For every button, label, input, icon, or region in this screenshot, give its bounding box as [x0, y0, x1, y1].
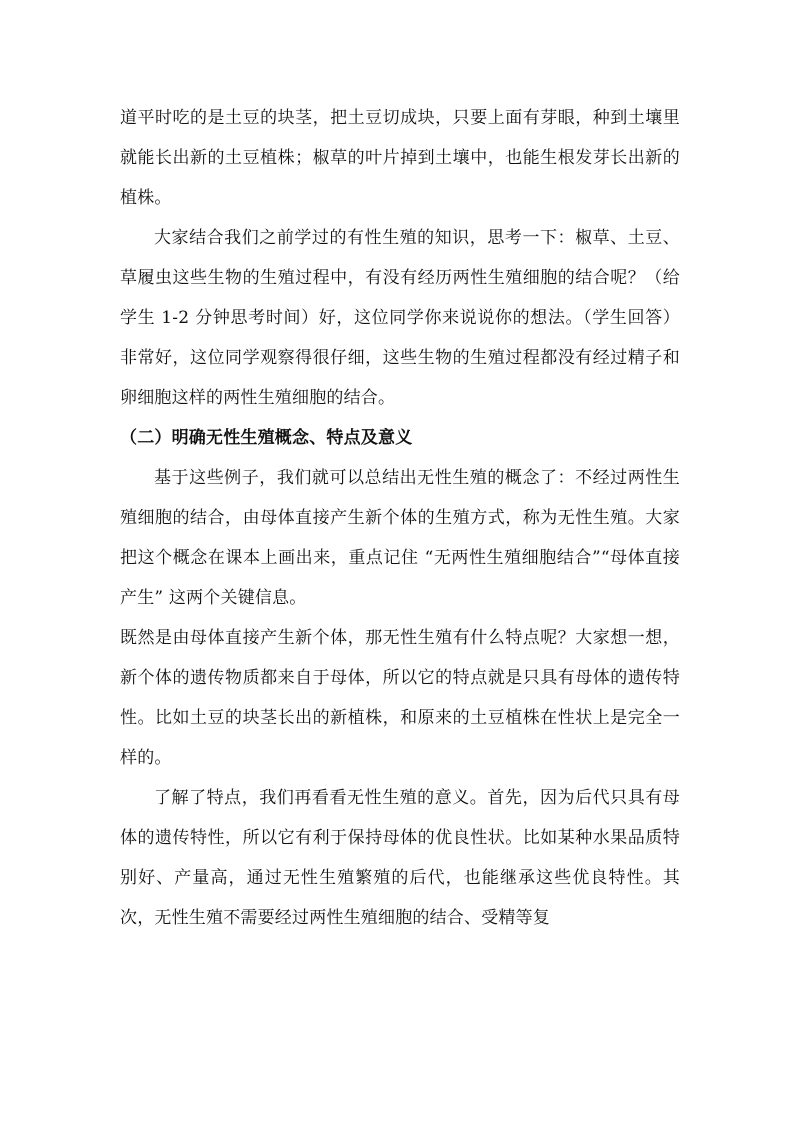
paragraph-reflection: 大家结合我们之前学过的有性生殖的知识，思考一下：椒草、土豆、草履虫这些生物的生殖过程中，有没有经历两性生殖细胞的结合呢？（给学生 1-2 分钟思考时间）好，这位同学你来说说你的想法。（学生回答）非常好，这位同学观察得很仔细，这些生物的生殖过程都没有经过精子和卵细胞这样的两性生殖细胞的结合。	[120, 228, 680, 408]
document-body	[120, 98, 680, 938]
paragraph-continuation: 道平时吃的是土豆的块茎，把土豆切成块，只要上面有芽眼，种到土壤里就能长出新的土豆植株；椒草的叶片掉到土壤中，也能生根发芽长出新的植株。	[120, 108, 680, 208]
paragraph-concept: 基于这些例子，我们就可以总结出无性生殖的概念了：不经过两性生殖细胞的结合，由母体直接产生新个体的生殖方式，称为无性生殖。大家把这个概念在课本上画出来，重点记住 “无两性生殖细胞结合”“母体直接产生” 这两个关键信息。	[120, 468, 680, 608]
paragraph-characteristics: 既然是由母体直接产生新个体，那无性生殖有什么特点呢？大家想一想，新个体的遗传物质都来自于母体，所以它的特点就是只具有母体的遗传特性。比如土豆的块茎长出的新植株，和原来的土豆植株在性状上是完全一样的。	[120, 628, 680, 768]
paragraph-significance: 了解了特点，我们再看看无性生殖的意义。首先，因为后代只具有母体的遗传特性，所以它有利于保持母体的优良性状。比如某种水果品质特别好、产量高，通过无性生殖繁殖的后代，也能继承这些优良特性。其次，无性生殖不需要经过两性生殖细胞的结合、受精等复	[120, 788, 680, 928]
section-heading: （二）明确无性生殖概念、特点及意义	[120, 428, 413, 448]
